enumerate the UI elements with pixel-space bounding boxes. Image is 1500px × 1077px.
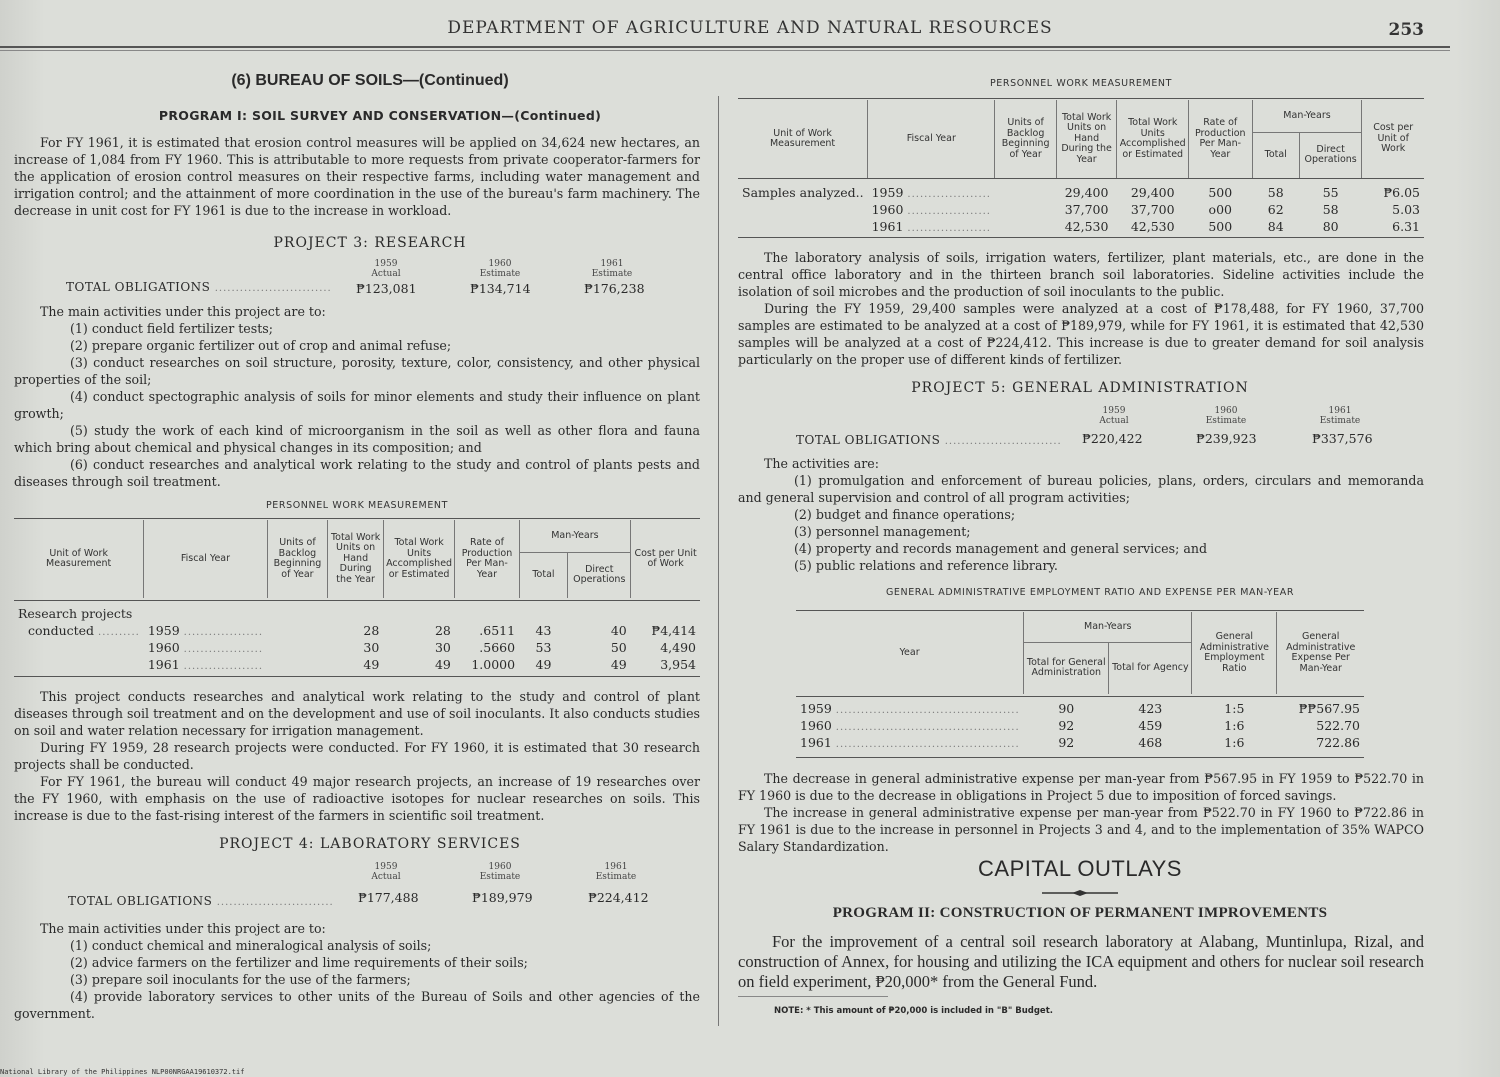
cell-acc: 37,700 [1130,202,1175,217]
activity-item: (2) budget and finance operations; [794,507,1016,522]
col-unit: Unit of Work Measurement [769,127,836,149]
cell-year [144,656,267,673]
cell-my: 58 [1267,185,1284,200]
p3-value-1961: ₱176,238 [584,281,645,296]
year-text: 1960 [147,640,180,655]
activity-item: (1) promulgation and enforcement of bureau policies, plans, orders, circulars and memoranda and general supervision and control of all program activities; [738,473,1424,505]
cell-gen: 90 [1058,701,1075,716]
paragraph: The laboratory analysis of soils, irrigation waters, fertilizer, plant materials, etc., are done in the central office laboratory and in the thirteen branch soil laboratories. Sideline activities include the isolation of soil microbes and the production of soil inoculants to the public. [738,250,1424,299]
capital-outlays-heading: CAPITAL OUTLAYS [978,856,1182,881]
cell-year [144,622,267,639]
cell-my: 84 [1267,219,1284,234]
activity-item: (2) prepare organic fertilizer out of crop and animal refuse; [70,338,452,353]
cell-ratio: 1:5 [1224,701,1245,716]
table-row [738,178,1424,201]
p4-value-1961: ₱224,412 [588,890,649,905]
note-rule [738,996,888,997]
col-my-total: Total [519,552,568,598]
activity-item: (2) advice farmers on the fertilizer and lime requirements of their soils; [70,955,528,970]
cell-empty [738,218,868,235]
cell-year [796,717,1024,734]
cell-backlog [267,656,328,673]
p5-value-1960: ₱239,923 [1196,431,1257,446]
intro-paragraph [14,134,700,219]
col-accomplished: Total Work Units Accomplished or Estimated [1117,100,1188,178]
unit-label-2 [14,622,144,639]
column-divider [718,96,719,1026]
p5-value-1959: ₱220,422 [1082,431,1143,446]
col-rate: Rate of Production Per Man-Year [1188,100,1252,178]
col-total-work: Total Work Units on Hand During the Year [328,520,383,598]
table-top-rule [796,610,1364,611]
table-row [796,734,1364,751]
col-fiscal-year: Fiscal Year [868,100,995,178]
leader-dots: .................... [907,223,991,234]
table-row [14,656,700,673]
ga-table-title: GENERAL ADMINISTRATIVE EMPLOYMENT RATIO AND EXPENSE PER MAN-YEAR [885,587,1295,598]
cell-year [144,639,267,656]
ga-ratio-table [796,612,1364,751]
project3-title: PROJECT 3: RESEARCH [273,235,467,251]
paragraph: During FY 1959, 28 research projects were conducted. For FY 1960, it is estimated that 30 research projects shall be conducted. [14,740,700,772]
unit-text: conducted [28,623,95,638]
year-kind: Estimate [591,269,633,279]
cell-total: 29,400 [1064,185,1109,200]
cell-year [868,178,995,201]
col-ratio: General Administrative Employment Ratio [1192,612,1277,694]
col-year: Year [899,646,920,658]
col-man-years: Man-Years [1024,612,1192,642]
table-row [738,201,1424,218]
year: 1959 [374,259,398,269]
year-text: 1960 [871,202,904,217]
cell-total: 30 [363,640,380,655]
page-number: 253 [1388,20,1424,40]
cell-agency: 423 [1138,701,1163,716]
year-kind: Actual [1099,416,1129,426]
col-unit: Unit of Work Measurement [46,547,112,569]
activity-item: (6) conduct researches and analytical work relating to the study and control of plants pests and diseases through soil treatment. [14,457,700,489]
cell-backlog [267,639,328,656]
cell-gen: 92 [1058,735,1075,750]
cell-cost: 5.03 [1392,202,1420,217]
cell-expense: 722.86 [1316,735,1360,750]
cell-direct: 49 [610,657,627,672]
cell-acc: 28 [434,623,451,638]
project4-title: PROJECT 4: LABORATORY SERVICES [219,836,521,852]
leader-dots: .................... [907,206,991,217]
table-row [738,218,1424,235]
ornament-divider [1040,888,1120,898]
col-cost: Cost per Unit of Work [1362,100,1424,178]
col-rate: Rate of Production Per Man-Year [455,520,519,598]
col-backlog: Units of Backlog Beginning of Year [995,100,1056,178]
cell-total: 49 [363,657,380,672]
cell-rate: 500 [1208,219,1233,234]
cell-acc: 42,530 [1130,219,1175,234]
cell-direct: 50 [610,640,627,655]
leader-dots: ............................ [214,283,332,294]
year: 1960 [1214,406,1238,416]
cell-rate: 500 [1208,185,1233,200]
p3-value-1960: ₱134,714 [470,281,531,296]
p3-work-table [14,520,700,673]
table-row [14,639,700,656]
year-text: 1961 [871,219,904,234]
lab-paragraphs [738,249,1424,368]
year: 1961 [1328,406,1352,416]
cell-total: 42,530 [1064,219,1109,234]
p3-total-label [66,280,332,294]
cell-empty [14,656,144,673]
year-kind: Estimate [1205,416,1247,426]
bureau-heading: (6) BUREAU OF SOILS—(Continued) [231,72,509,89]
label-text: TOTAL OBLIGATIONS [796,433,941,447]
header-rule-thin [0,50,1450,51]
year-kind: Estimate [595,872,637,882]
year: 1959 [374,862,398,872]
leader-dots: ................... [183,661,264,672]
cell-direct: 80 [1322,219,1339,234]
year-kind: Estimate [1319,416,1361,426]
cell-year [868,201,995,218]
p5-total-label [796,433,1062,447]
paragraph: The decrease in general administrative expense per man-year from ₱567.95 in FY 1959 to ₱522.70 in FY 1960 is due to the decrease in obligations in Project 5 due to imposition of forced savings. [738,771,1424,803]
activity-item: (4) conduct spectographic analysis of soils for minor elements and study their influence on plant growth; [14,389,700,421]
leader-dots: .................... [907,189,991,200]
paragraph: During the FY 1959, 29,400 samples were analyzed at a cost of ₱178,488, for FY 1960, 37,700 samples are estimated to be analyzed at a cost of ₱189,979, while for FY 1961, it is estimated that 42,530 samples will be analyzed at a cost of ₱224,412. This increase is due to greater demand for soil analysis particularly on the proper use of different kinds of fertilizer. [738,301,1424,367]
project5-title: PROJECT 5: GENERAL ADMINISTRATION [911,380,1249,396]
leader-dots: ................... [183,627,264,638]
table-bottom-rule [14,676,700,677]
paragraph: The increase in general administrative expense per man-year from ₱522.70 in FY 1960 to ₱722.86 in FY 1961 is due to the increase in personnel in Projects 3 and 4, and to the implementation of 35% WAPCO Salary Standardization. [738,805,1424,854]
col-expense: General Administrative Expense Per Man-Year [1277,612,1364,694]
activity-item: (1) conduct chemical and mineralogical analysis of soils; [70,938,432,953]
lab-table-title: PERSONNEL WORK MEASUREMENT [989,78,1173,89]
p3-year-1959 [346,259,426,279]
cell-acc: 30 [434,640,451,655]
activity-item: (5) public relations and reference library. [794,558,1058,573]
cell-year [796,694,1024,717]
paragraph: This project conducts researches and analytical work relating to the study and control of plant diseases through soil treatment and on the development and use of soil inoculants. It also conducts studies on soil and water relation necessary for irrigation management. [14,689,700,738]
year-text: 1959 [800,701,832,716]
cell-direct: 55 [1322,185,1339,200]
activity-item: (1) conduct field fertilizer tests; [70,321,273,336]
p4-total-label [68,894,334,908]
year-text: 1960 [800,718,832,733]
lab-work-table [738,100,1424,235]
cell-ratio: 1:6 [1224,735,1245,750]
activities-intro: The main activities under this project are to: [40,921,326,936]
cell-my: 62 [1267,202,1284,217]
header-rule [0,46,1450,48]
cell-my: 49 [535,657,552,672]
cell-agency: 459 [1138,718,1163,733]
cell-empty [995,201,1056,218]
cell-total: 37,700 [1064,202,1109,217]
table-top-rule [738,98,1424,99]
col-cost: Cost per Unit of Work [631,520,700,598]
cell-my: 43 [535,623,552,638]
year: 1960 [488,862,512,872]
p5-year-1960 [1186,406,1266,426]
cell-ratio: 1:6 [1224,718,1245,733]
activity-item: (4) provide laboratory services to other units of the Bureau of Soils and other agencies of the government. [14,989,700,1021]
cell-expense: ₱₱567.95 [1298,701,1360,716]
p3-after-text [14,688,700,824]
p5-activities [738,455,1424,574]
cell-cost: 3,954 [660,657,696,672]
col-backlog: Units of Backlog Beginning of Year [267,520,328,598]
p3-year-1961 [572,259,652,279]
label-text: TOTAL OBLIGATIONS [68,894,213,908]
cell-cost: ₱4,414 [651,623,696,638]
p4-year-1959 [346,862,426,882]
cell-cost: 4,490 [660,640,696,655]
p5-value-1961: ₱337,576 [1312,431,1373,446]
activity-item: (4) property and records management and general services; and [794,541,1208,556]
leader-dots: ................... [183,644,264,655]
scan-footer: National Library of the Philippines NLP00NRGAA19610372.tif [0,1068,245,1076]
leader-dots: .......... [98,627,140,638]
activity-item: (3) prepare soil inoculants for the use of the farmers; [70,972,411,987]
p4-value-1960: ₱189,979 [472,890,533,905]
cell-rate: o00 [1208,202,1232,217]
col-man-years: Man-Years [519,520,631,552]
table-row [796,694,1364,717]
col-my-direct: Direct Operations [1299,132,1362,178]
col-total-work: Total Work Units on Hand During the Year [1056,100,1117,178]
col-accomplished: Total Work Units Accomplished or Estimated [383,520,455,598]
year-text: 1961 [800,735,832,750]
p4-year-1960 [460,862,540,882]
leader-dots: ............................ [944,436,1062,447]
year-kind: Actual [371,269,401,279]
col-my-total: Total [1252,132,1299,178]
year-kind: Actual [371,872,401,882]
leader-dots: ............................................ [835,739,1020,750]
activity-item: (5) study the work of each kind of microorganism in the soil as well as other flora and fauna which bring about chemical and physical changes in its composition; and [14,423,700,455]
cell-my: 53 [535,640,552,655]
program-heading: PROGRAM I: SOIL SURVEY AND CONSERVATION—(Continued) [158,108,602,123]
table-bottom-rule [796,757,1364,758]
p4-value-1959: ₱177,488 [358,890,419,905]
cell-rate: 1.0000 [471,657,516,672]
cell-empty [995,218,1056,235]
cell-year [868,218,995,235]
cell-rate: .5660 [479,640,516,655]
cell-direct: 58 [1322,202,1339,217]
leader-dots: ............................................ [835,722,1020,733]
budget-note: NOTE: * This amount of ₱20,000 is included in "B" Budget. [774,1006,1053,1016]
paragraph: For FY 1961, the bureau will conduct 49 major research projects, an increase of 19 researches over the FY 1960, with emphasis on the use of radioactive isotopes for nuclear researches on soils. This increase is due to the fast-rising interest of the farmers in scientific soil treatment. [14,774,700,823]
p3-table-title: PERSONNEL WORK MEASUREMENT [265,500,449,511]
year-text: 1961 [147,657,180,672]
cell-backlog [267,622,328,639]
p3-value-1959: ₱123,081 [356,281,417,296]
activity-item: (3) personnel management; [794,524,971,539]
p5-year-1961 [1300,406,1380,426]
unit-label: Samples analyzed.. [742,185,864,200]
year: 1961 [600,259,624,269]
activities-intro: The activities are: [764,456,879,471]
year-kind: Estimate [479,872,521,882]
year-kind: Estimate [479,269,521,279]
cell-empty [14,639,144,656]
table-bottom-rule [738,237,1424,238]
cell-gen: 92 [1058,718,1075,733]
cell-empty [738,201,868,218]
intro-text: For FY 1961, it is estimated that erosion control measures will be applied on 34,624 new hectares, an increase of 1,084 from FY 1960. This is attributable to more requests from private cooperator-farmers for the application of erosion control measures on their respective farms, including water management and irrigation control; and the attainment of more coordination in the use of the bureau's farm machinery. The decrease in unit cost for FY 1961 is due to the increase in workload. [14,135,700,218]
cell-rate: .6511 [479,623,516,638]
program2-text: For the improvement of a central soil research laboratory at Alabang, Muntinlupa, Rizal, and construction of Annex, for housing and utilizing the ICA equipment and others for nuclear soil research on field experiment, ₱20,000* from the General Fund. [738,932,1424,991]
ga-paragraphs [738,770,1424,855]
year: 1959 [1102,406,1126,416]
running-header: DEPARTMENT OF AGRICULTURE AND NATURAL RESOURCES [447,18,1053,38]
cell-cost: 6.31 [1392,219,1420,234]
col-man-years: Man-Years [1252,100,1362,132]
cell-year [796,734,1024,751]
col-general-admin: Total for General Administration [1024,642,1109,694]
col-my-direct: Direct Operations [568,552,631,598]
table-row [14,622,700,639]
activity-item: (3) conduct researches on soil structure, porosity, texture, color, consistency, and other physical properties of the soil; [14,355,700,387]
cell-empty [995,178,1056,201]
year-text: 1959 [871,185,904,200]
year-text: 1959 [147,623,180,638]
table-row [796,717,1364,734]
cell-acc: 29,400 [1130,185,1175,200]
p3-year-1960 [460,259,540,279]
program2-heading: PROGRAM II: CONSTRUCTION OF PERMANENT IMPROVEMENTS [832,905,1328,921]
leader-dots: ............................ [216,897,334,908]
year: 1961 [604,862,628,872]
cell-acc: 49 [434,657,451,672]
table-top-rule [14,518,700,519]
col-fiscal-year: Fiscal Year [144,520,267,598]
p4-activities [14,920,700,1022]
cell-agency: 468 [1138,735,1163,750]
label-text: TOTAL OBLIGATIONS [66,280,211,294]
p4-year-1961 [576,862,656,882]
col-agency: Total for Agency [1109,642,1192,694]
activities-intro: The main activities under this project are to: [40,304,326,319]
cell-expense: 522.70 [1316,718,1360,733]
p3-activities [14,303,700,490]
p5-year-1959 [1074,406,1154,426]
unit-label-1: Research projects [18,605,133,621]
cell-cost: ₱6.05 [1383,185,1420,200]
cell-direct: 40 [610,623,627,638]
leader-dots: ............................................ [835,705,1020,716]
year: 1960 [488,259,512,269]
cell-total: 28 [363,623,380,638]
